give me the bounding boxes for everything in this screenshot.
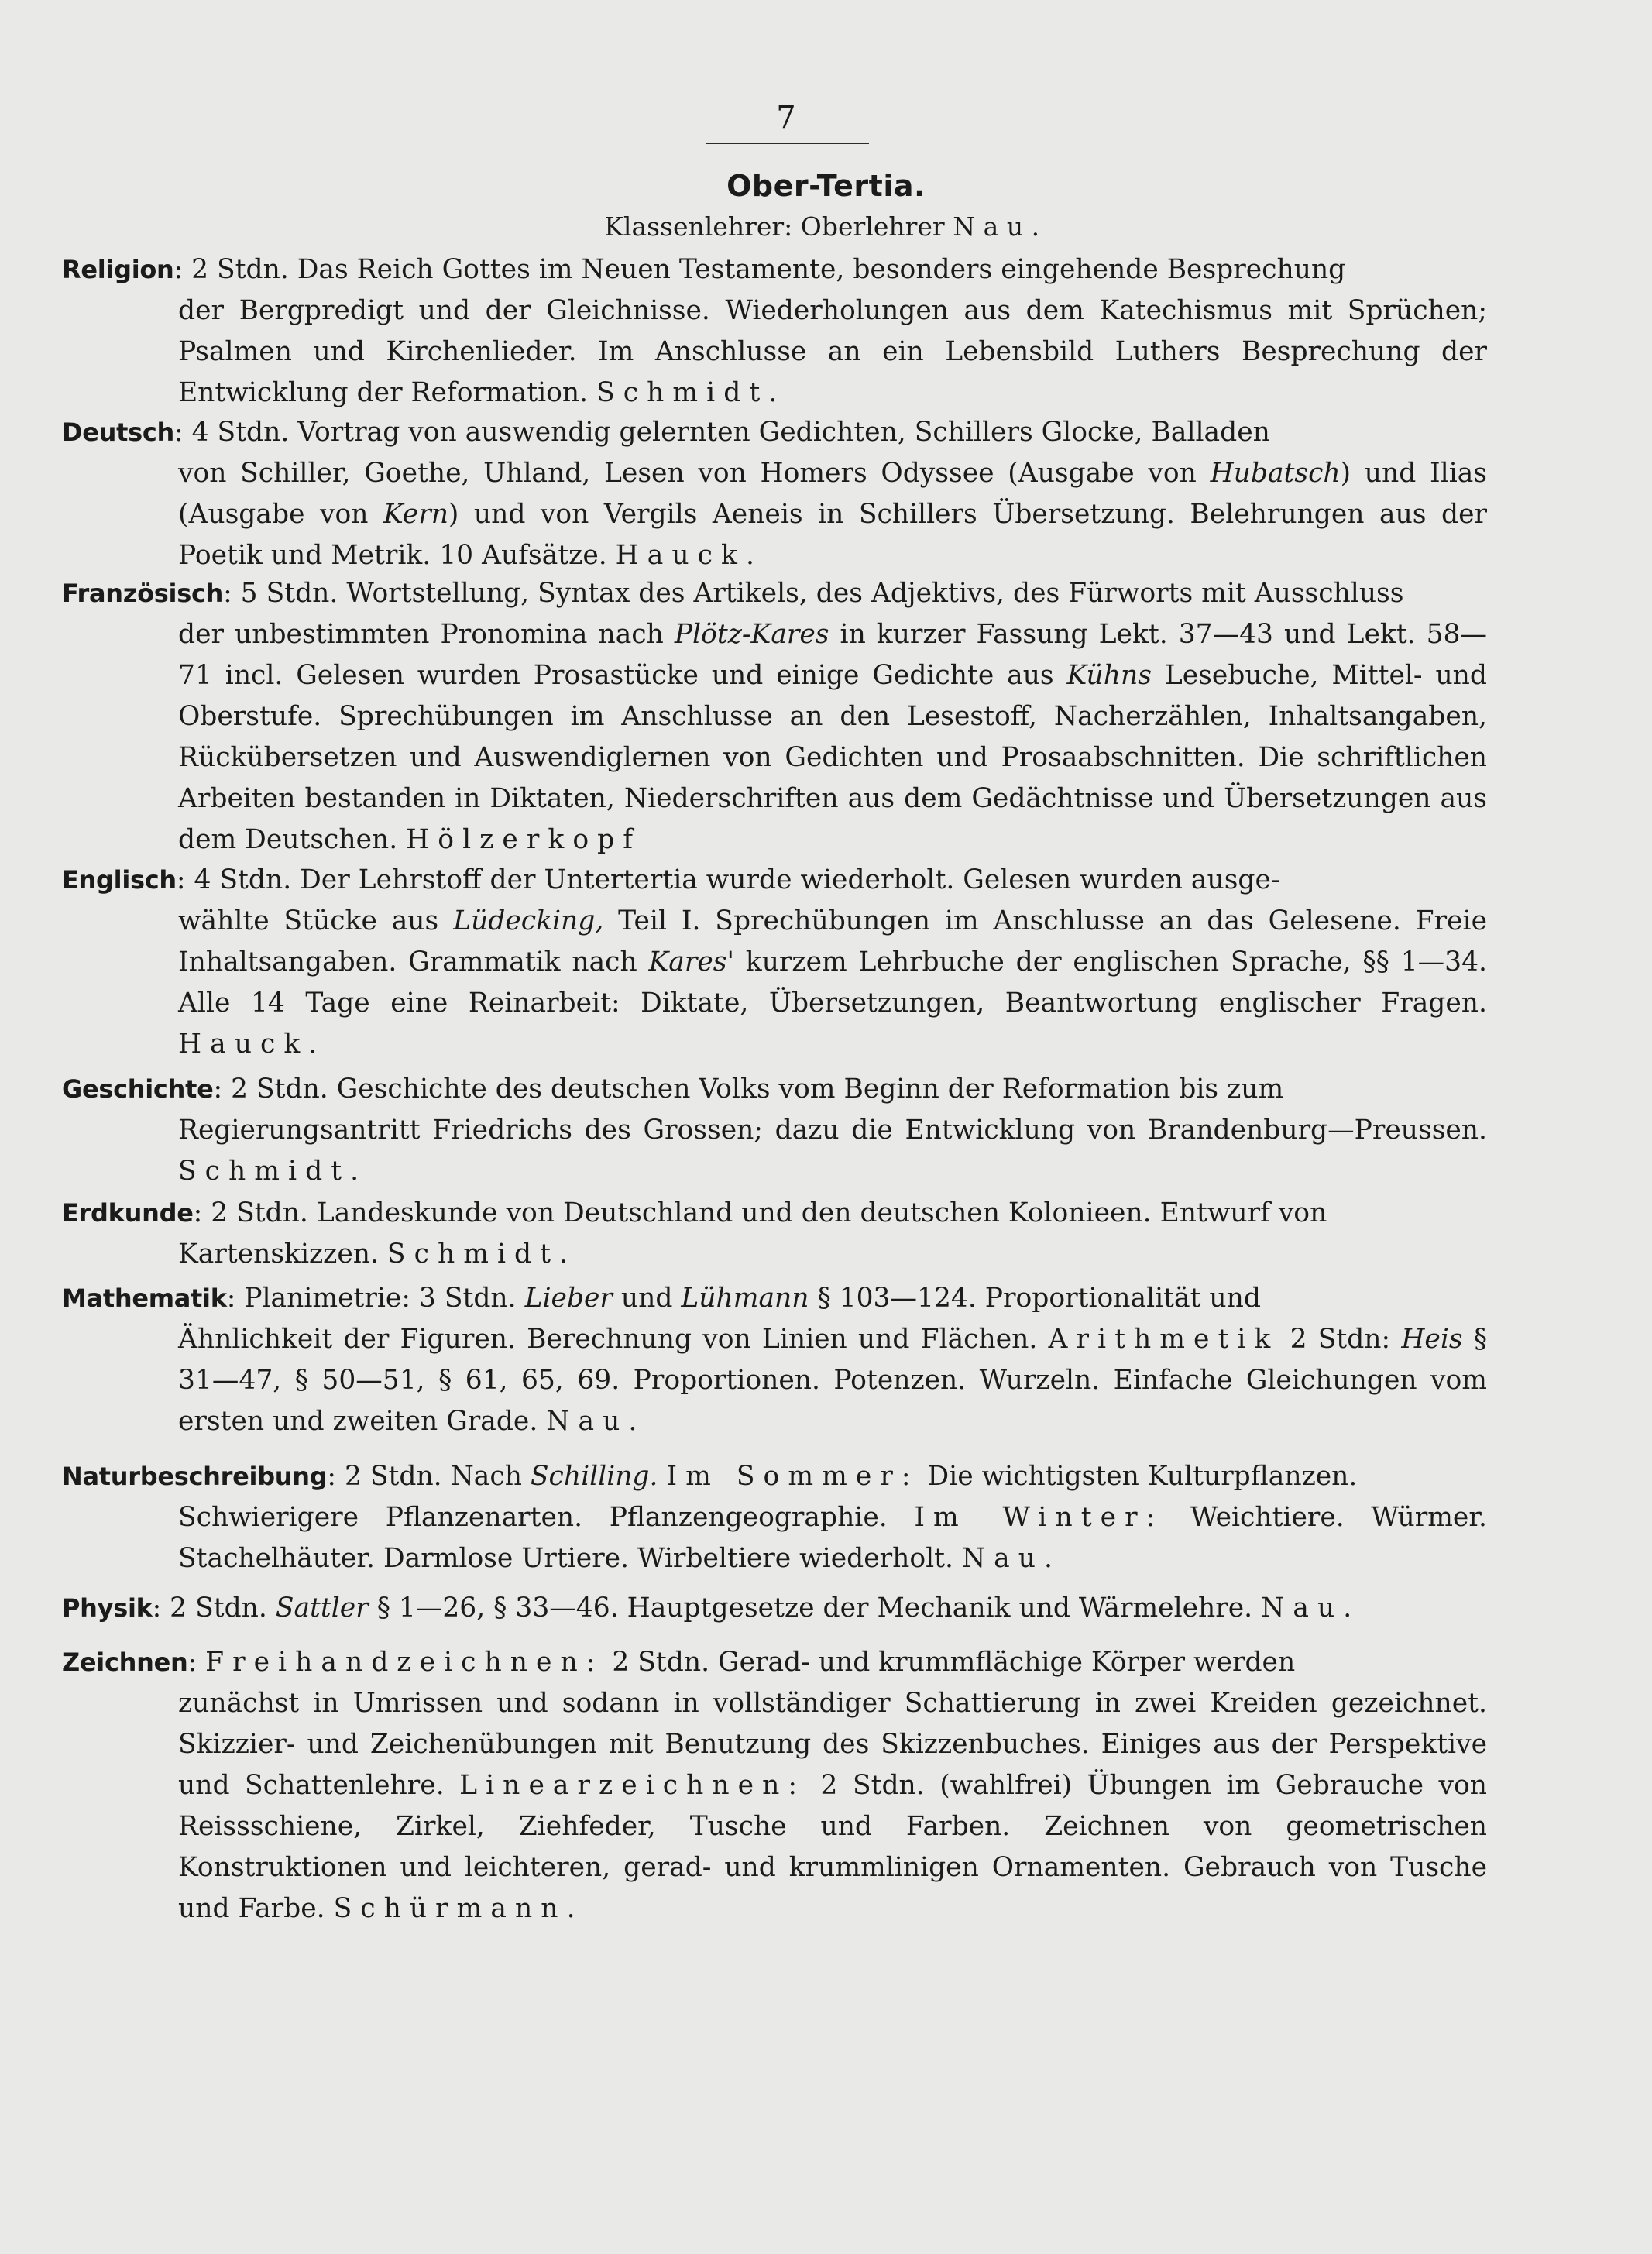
entry-italic-ref: Kares' xyxy=(648,947,734,978)
entry-teacher: Schmidt. xyxy=(596,377,786,408)
entry-italic-ref: Lüdecking, xyxy=(453,905,604,936)
subject-entry-physik xyxy=(62,1588,1487,1629)
entry-text: Ähnlichkeit der Figuren. Berechnung von Linien und Flächen. xyxy=(178,1324,1038,1355)
entry-text: 2 Stdn. (wahlfrei) Übungen im Gebrauche von Reissschiene, Zirkel, Ziehfeder, Tusche und Farben. Zeichnen von geometrischen Konstruktionen und leichteren, gerad- und krummlinigen Ornamenten. Gebrauch von Tusche und Farbe. xyxy=(178,1770,1487,1924)
entry-text: § 103—124. Proportionalität und xyxy=(817,1283,1261,1314)
subject-entry-religion xyxy=(62,249,1487,414)
subject-entry-englisch xyxy=(62,860,1487,1065)
entry-teacher: Hauck. xyxy=(178,1029,326,1060)
entry-italic-ref: Heis xyxy=(1401,1324,1463,1355)
entry-first-line: : 2 Stdn. Geschichte des deutschen Volks vom Beginn der Reformation bis zum xyxy=(213,1074,1284,1105)
subject-name: Mathematik xyxy=(62,1283,227,1313)
entry-spaced-term: Im Sommer: xyxy=(666,1461,919,1492)
entry-teacher: Schmidt. xyxy=(386,1239,577,1270)
subject-entry-naturbeschreibung xyxy=(62,1456,1487,1579)
entry-text: Lesebuche, Mittel- und Oberstufe. Sprechübungen im Anschlusse an den Lesestoff, Nacherzählen, Inhaltsangaben, Rückübersetzen und Auswendiglernen von Gedichten und Prosaabschnitten. Die schriftlichen Arbeiten bestanden in Diktaten, Niederschriften aus dem Gedächtnisse und Übersetzungen aus dem Deutschen. xyxy=(178,660,1487,855)
subject-entry-deutsch xyxy=(62,412,1487,576)
entry-text: § 31—47, § 50—51, § 61, 65, 69. Proportionen. Potenzen. Wurzeln. Einfache Gleichungen vom ersten und zweiten Grade. xyxy=(178,1324,1487,1437)
subject-entry-franzoesisch xyxy=(62,573,1487,861)
page-number: 7 xyxy=(776,100,796,136)
entry-text: in kurzer Fassung Lekt. 37—43 und Lekt. 58—71 incl. Gelesen wurden Prosastücke und einige Gedichte aus xyxy=(178,619,1488,691)
entry-italic-ref: Hubatsch xyxy=(1210,458,1341,489)
entry-italic-ref: Schilling. xyxy=(530,1461,658,1492)
class-teacher-name: Nau. xyxy=(953,211,1048,242)
entry-text: kurzem Lehrbuche der englischen Sprache, §§ 1—34. Alle 14 Tage eine Reinarbeit: Diktate, Übersetzungen, Beantwortung englischer Fragen. xyxy=(178,947,1488,1019)
entry-first-line: : 2 Stdn. xyxy=(152,1593,267,1623)
entry-teacher: Schmidt. xyxy=(178,1156,368,1187)
entry-spaced-term: Im Winter: xyxy=(914,1502,1164,1533)
subject-name: Physik xyxy=(62,1593,153,1623)
subject-name: Religion xyxy=(62,255,174,284)
entry-italic-ref: Lühmann xyxy=(681,1283,809,1314)
entry-first-line: : 2 Stdn. Landeskunde von Deutschland und den deutschen Kolonieen. Entwurf von xyxy=(193,1197,1327,1228)
entry-italic-ref: Sattler xyxy=(275,1593,369,1623)
entry-teacher: Nau. xyxy=(961,1543,1062,1574)
entry-first-line: : 4 Stdn. Vortrag von auswendig gelernten Gedichten, Schillers Glocke, Balladen xyxy=(174,417,1270,448)
subject-name: Französisch xyxy=(62,579,224,608)
entry-text: und xyxy=(620,1283,673,1314)
subject-entry-mathematik xyxy=(62,1278,1487,1442)
page-number-rule xyxy=(706,143,869,144)
subject-name: Englisch xyxy=(62,865,177,895)
entry-text: zunächst in Umrissen und sodann in vollständiger Schattierung in zwei Kreiden gezeichnet. Skizzier- und Zeichenübungen mit Benutzung des Skizzenbuches. Einiges aus der Perspektive und Schattenlehre. xyxy=(178,1688,1487,1801)
subject-name: Zeichnen xyxy=(62,1648,188,1677)
entry-text: ) und Ilias (Ausgabe von xyxy=(178,458,1488,530)
entry-text: wählte Stücke aus xyxy=(178,905,439,936)
entry-text: der Bergpredigt und der Gleichnisse. Wiederholungen aus dem Katechismus mit Sprüchen; Psalmen und Kirchenlieder. Im Anschlusse an ein Lebensbild Luthers Besprechung der Entwicklung der Reformation. xyxy=(178,295,1487,408)
subject-entry-erdkunde xyxy=(62,1193,1487,1275)
class-heading: Ober-Tertia. xyxy=(726,169,926,203)
entry-text: Schwierigere Pflanzenarten. Pflanzengeographie. xyxy=(178,1502,888,1533)
entry-text: Die wichtigsten Kulturpflanzen. xyxy=(927,1461,1358,1492)
entry-text: ) und von Vergils Aeneis in Schillers Übersetzung. Belehrungen aus der Poetik und Metrik. 10 Aufsätze. xyxy=(178,499,1488,571)
subject-name: Naturbeschreibung xyxy=(62,1462,328,1491)
subject-name: Deutsch xyxy=(62,417,175,447)
entry-text: Kartenskizzen. xyxy=(178,1239,379,1270)
entry-text: 2 Stdn. Gerad- und krummflächige Körper werden xyxy=(612,1647,1296,1678)
entry-first-line: : 2 Stdn. Das Reich Gottes im Neuen Testamente, besonders eingehende Besprechung xyxy=(173,254,1346,285)
entry-teacher: Hauck. xyxy=(615,540,763,571)
entry-spaced-term: Freihandzeichnen: xyxy=(205,1647,604,1678)
entry-first-line: : Planimetrie: 3 Stdn. xyxy=(226,1283,517,1314)
entry-teacher: Hölzerkopf xyxy=(406,824,642,855)
class-teacher-line xyxy=(0,209,1652,245)
entry-text: § 1—26, § 33—46. Hauptgesetze der Mechanik und Wärmelehre. xyxy=(376,1593,1253,1623)
entry-text: der unbestimmten Pronomina nach xyxy=(178,619,664,650)
subject-entry-zeichnen xyxy=(62,1642,1487,1929)
entry-first-line: : 4 Stdn. Der Lehrstoff der Untertertia wurde wiederholt. Gelesen wurden ausge- xyxy=(176,864,1280,895)
entry-first-line: : 2 Stdn. Nach xyxy=(327,1461,522,1492)
entry-first-line: : 5 Stdn. Wortstellung, Syntax des Artikels, des Adjektivs, des Fürworts mit Ausschluss xyxy=(223,578,1404,609)
entry-spaced-term: Arithmetik xyxy=(1048,1324,1279,1355)
entry-first-line: : xyxy=(187,1647,197,1678)
entry-teacher: Nau. xyxy=(1261,1593,1361,1623)
entry-italic-ref: Lieber xyxy=(524,1283,613,1314)
entry-spaced-term: Linearzeichnen: xyxy=(459,1770,806,1801)
subject-name: Geschichte xyxy=(62,1074,214,1104)
entry-italic-ref: Plötz-Kares xyxy=(674,619,829,650)
subject-name: Erdkunde xyxy=(62,1198,194,1228)
entry-text: Teil I. Sprechübungen im Anschlusse an das Gelesene. Freie Inhaltsangaben. Grammatik nach xyxy=(178,905,1487,978)
entry-text: von Schiller, Goethe, Uhland, Lesen von Homers Odyssee (Ausgabe von xyxy=(178,458,1197,489)
entry-italic-ref: Kühns xyxy=(1066,660,1152,691)
entry-teacher: Schürmann. xyxy=(333,1893,584,1924)
entry-text: Regierungsantritt Friedrichs des Grossen; dazu die Entwicklung von Brandenburg—Preussen. xyxy=(178,1115,1487,1146)
entry-text: Weichtiere. Würmer. Stachelhäuter. Darmlose Urtiere. Wirbeltiere wiederholt. xyxy=(178,1502,1487,1574)
class-teacher-prefix: Klassenlehrer: Oberlehrer xyxy=(604,211,945,242)
entry-teacher: Nau. xyxy=(546,1406,646,1437)
subject-entry-geschichte xyxy=(62,1069,1487,1192)
entry-text: 2 Stdn: xyxy=(1290,1324,1391,1355)
entry-italic-ref: Kern xyxy=(383,499,448,530)
